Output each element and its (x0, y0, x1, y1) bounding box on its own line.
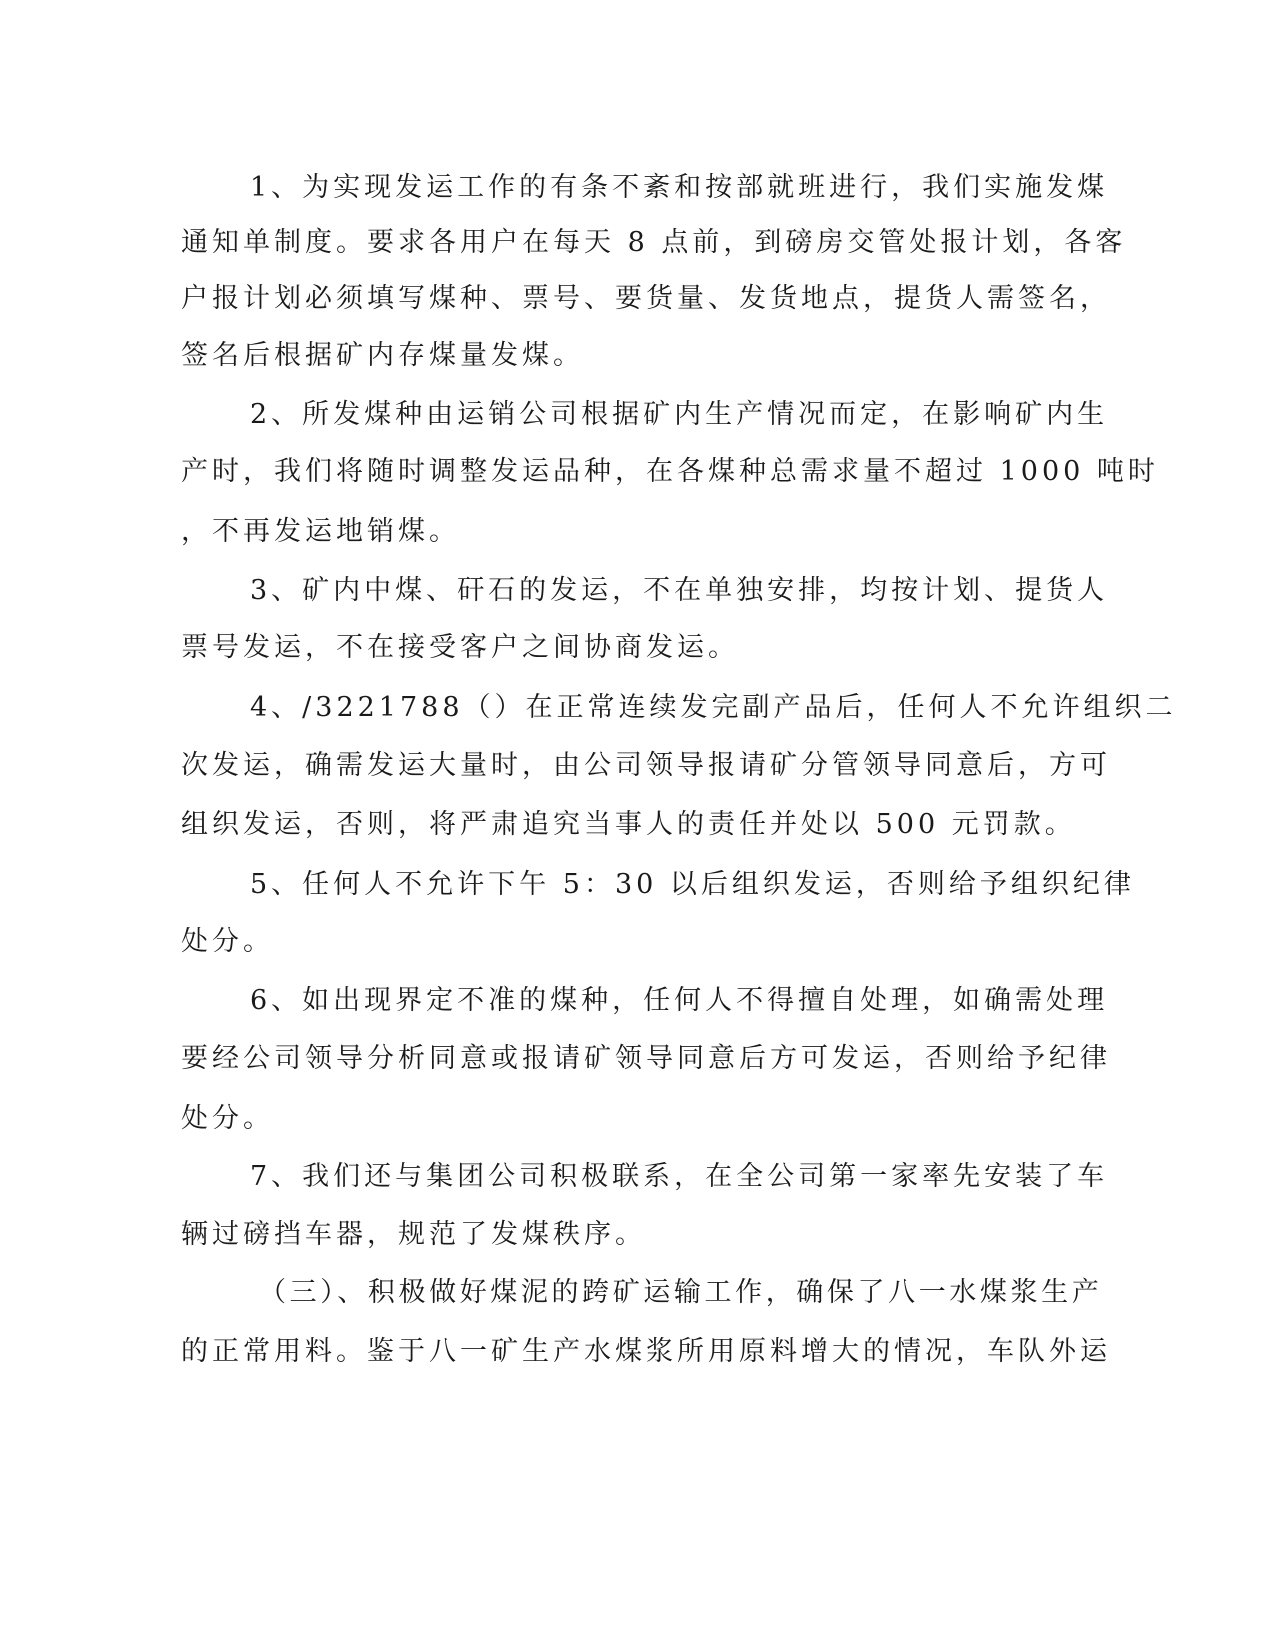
paragraph-4-line-2: 次发运，确需发运大量时，由公司领导报请矿分管领导同意后，方可 (181, 750, 1111, 781)
paragraph-2-line-2: 产时，我们将随时调整发运品种，在各煤种总需求量不超过 1000 吨时 (181, 456, 1159, 487)
paragraph-2-line-1: 2、所发煤种由运销公司根据矿内生产情况而定，在影响矿内生 (250, 399, 1109, 430)
paragraph-1-line-4: 签名后根据矿内存煤量发煤。 (181, 340, 584, 371)
paragraph-1-line-3: 户报计划必须填写煤种、票号、要货量、发货地点，提货人需签名， (181, 283, 1111, 314)
paragraph-7-line-2: 辆过磅挡车器，规范了发煤秩序。 (181, 1219, 646, 1250)
paragraph-2-line-3: ，不再发运地销煤。 (181, 516, 460, 547)
paragraph-5-line-1: 5、任何人不允许下午 5：30 以后组织发运，否则给予组织纪律 (250, 869, 1135, 900)
paragraph-1-line-1: 1、为实现发运工作的有条不紊和按部就班进行，我们实施发煤 (250, 172, 1109, 203)
section-3-line-1: （三）、积极做好煤泥的跨矿运输工作，确保了八一水煤浆生产 (259, 1277, 1103, 1308)
paragraph-6-line-3: 处分。 (181, 1103, 274, 1134)
paragraph-6-line-2: 要经公司领导分析同意或报请矿领导同意后方可发运，否则给予纪律 (181, 1043, 1111, 1074)
paragraph-5-line-2: 处分。 (181, 926, 274, 957)
paragraph-7-line-1: 7、我们还与集团公司积极联系，在全公司第一家率先安装了车 (250, 1161, 1109, 1192)
section-3-line-2: 的正常用料。鉴于八一矿生产水煤浆所用原料增大的情况，车队外运 (181, 1336, 1111, 1367)
paragraph-3-line-2: 票号发运，不在接受客户之间协商发运。 (181, 632, 739, 663)
paragraph-1-line-2: 通知单制度。要求各用户在每天 8 点前，到磅房交管处报计划，各客 (181, 227, 1127, 258)
paragraph-6-line-1: 6、如出现界定不准的煤种，任何人不得擅自处理，如确需处理 (250, 985, 1109, 1016)
paragraph-3-line-1: 3、矿内中煤、矸石的发运，不在单独安排，均按计划、提货人 (250, 575, 1109, 606)
paragraph-4-line-3: 组织发运，否则，将严肃追究当事人的责任并处以 500 元罚款。 (181, 809, 1076, 840)
paragraph-4-line-1: 4、/3221788（）在正常连续发完副产品后，任何人不允许组织二 (250, 692, 1177, 723)
